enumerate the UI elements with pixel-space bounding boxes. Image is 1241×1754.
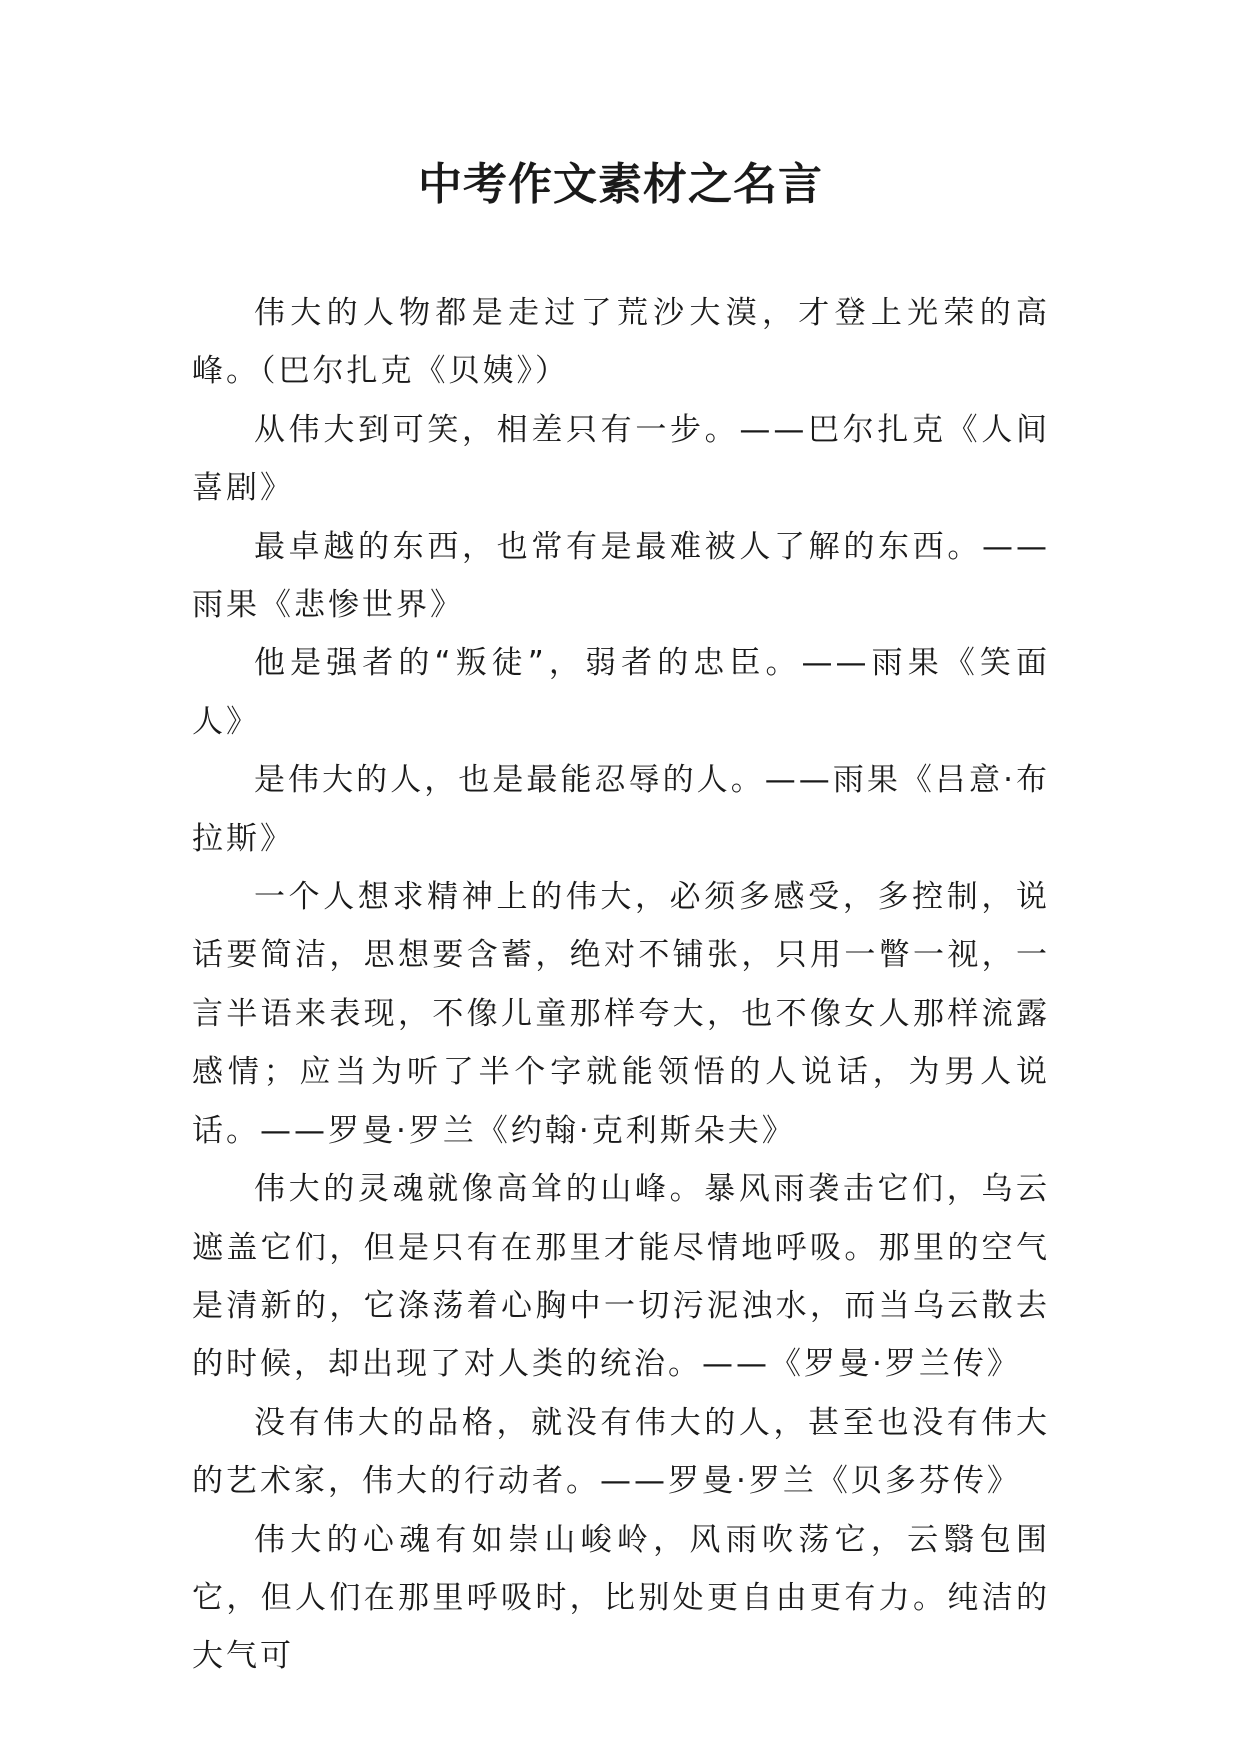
document-body [192, 284, 1050, 1686]
quote-paragraph: 没有伟大的品格，就没有伟大的人，甚至也没有伟大的艺术家，伟大的行动者。——罗曼·罗兰《贝多芬传》 [192, 1404, 1050, 1500]
document-title: 中考作文素材之名言 [418, 159, 823, 210]
quote-paragraph: 最卓越的东西，也常有是最难被人了解的东西。——雨果《悲惨世界》 [192, 528, 1050, 624]
quote-paragraph: 一个人想求精神上的伟大，必须多感受，多控制，说话要简洁，思想要含蓄，绝对不铺张，只用一瞥一视，一言半语来表现，不像儿童那样夸大，也不像女人那样流露感情；应当为听了半个字就能领悟的人说话，为男人说话。——罗曼·罗兰《约翰·克利斯朵夫》 [192, 879, 1050, 1149]
quote-paragraph: 是伟大的人，也是最能忍辱的人。——雨果《吕意·布拉斯》 [192, 762, 1050, 857]
quote-paragraph: 从伟大到可笑，相差只有一步。——巴尔扎克《人间喜剧》 [192, 411, 1050, 507]
quote-paragraph: 伟大的心魂有如崇山峻岭，风雨吹荡它，云翳包围它，但人们在那里呼吸时，比别处更自由更有力。纯洁的大气可 [192, 1521, 1050, 1675]
quote-paragraph: 他是强者的“叛徒”，弱者的忠臣。——雨果《笑面人》 [192, 645, 1050, 740]
quote-paragraph: 伟大的人物都是走过了荒沙大漠，才登上光荣的高峰。（巴尔扎克《贝姨》） [192, 295, 1050, 390]
quote-paragraph: 伟大的灵魂就像高耸的山峰。暴风雨袭击它们，乌云遮盖它们，但是只有在那里才能尽情地呼吸。那里的空气是清新的，它涤荡着心胸中一切污泥浊水，而当乌云散去的时候，却出现了对人类的统治。——《罗曼·罗兰传》 [192, 1171, 1050, 1383]
